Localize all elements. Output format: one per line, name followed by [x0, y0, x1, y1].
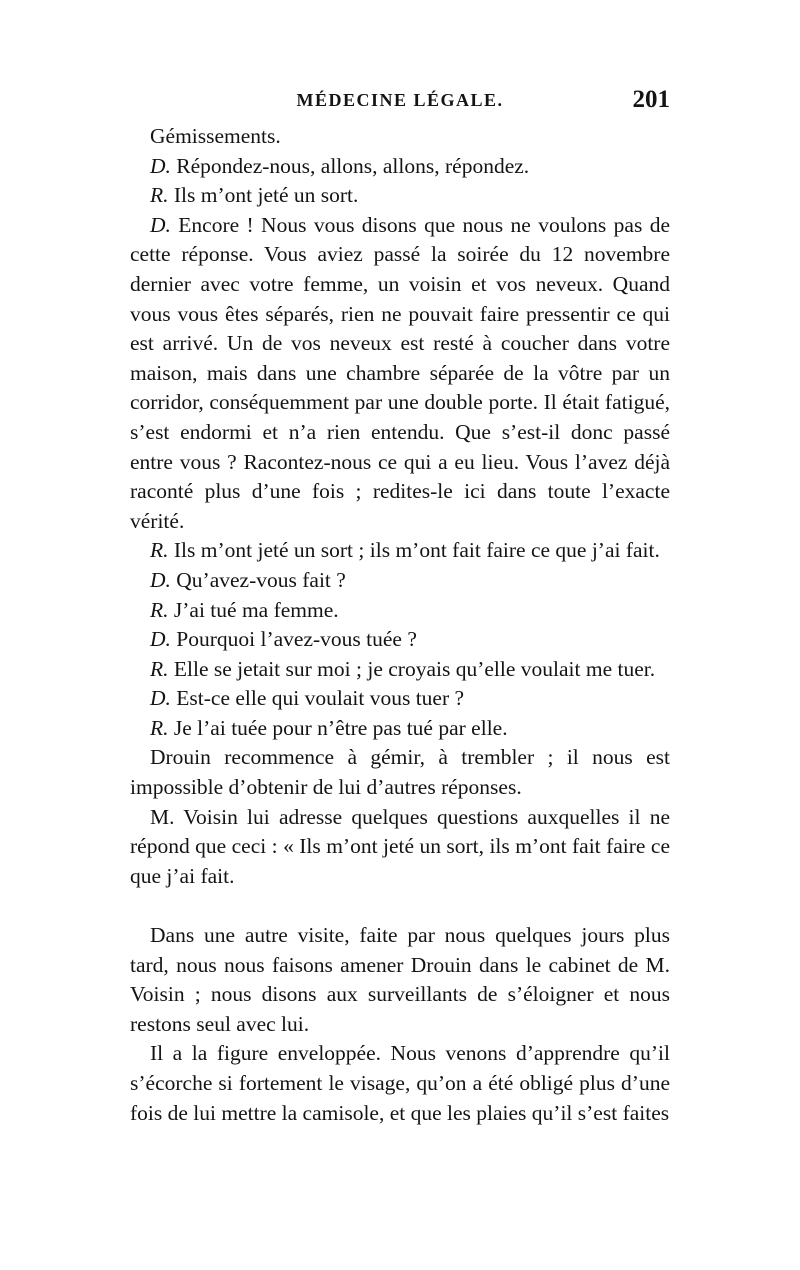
paragraph-text: Drouin recommence à gémir, à trembler ; il nous est impossible d’obtenir de lui d’autres réponses. — [130, 745, 670, 800]
narrative-paragraph — [130, 921, 670, 1039]
speaker-label: D. — [150, 567, 171, 592]
paragraph-text: M. Voisin lui adresse quelques questions auxquelles il ne répond que ceci : « Ils m’ont jeté un sort, ils m’ont fait faire ce que j’ai fait. — [130, 804, 670, 888]
paragraph-text: J’ai tué ma femme. — [168, 597, 339, 622]
paragraph-text: Ils m’ont jeté un sort ; ils m’ont fait faire ce que j’ai fait. — [168, 538, 660, 563]
body-text — [130, 122, 670, 1128]
paragraph-text: Je l’ai tuée pour n’être pas tué par elle. — [168, 715, 508, 740]
dialogue-answer — [130, 655, 670, 685]
speaker-label: D. — [150, 212, 171, 237]
paragraph-text: Gémissements. — [150, 124, 281, 148]
paragraph-text: Répondez-nous, allons, allons, répondez. — [170, 153, 530, 178]
narrative-paragraph — [130, 1039, 670, 1128]
paragraph-text: Il a la figure enveloppée. Nous venons d’apprendre qu’il s’écorche si fortement le visage, qu’on a été obligé plus d’une fois de lui mettre la camisole, et que les plaies qu’il s’est faites — [130, 1041, 670, 1125]
speaker-label: R. — [150, 656, 169, 681]
dialogue-answer — [130, 181, 670, 211]
dialogue-question — [130, 211, 670, 537]
dialogue-question — [130, 684, 670, 714]
dialogue-answer — [130, 596, 670, 626]
paragraph-text: Encore ! Nous vous disons que nous ne voulons pas de cette réponse. Vous aviez passé la soirée du 12 novembre dernier avec votre femme, un voisin et vos neveux. Quand vous vous êtes séparés, rien ne pouvait faire pressentir ce qui est arrivé. Un de vos neveux est resté à coucher dans votre maison, mais dans une chambre séparée de la vôtre par un corridor, conséquemment par une double porte. Il était fatigué, s’est endormi et n’a rien entendu. Que s’est-il donc passé entre vous ? Racontez-nous ce qui a eu lieu. Vous l’avez déjà raconté plus d’une fois ; redites-le ici dans toute l’exacte vérité. — [130, 212, 670, 533]
dialogue-question — [130, 625, 670, 655]
paragraph-moaning — [130, 122, 670, 152]
dialogue-answer — [130, 714, 670, 744]
speaker-label: R. — [150, 597, 169, 622]
paragraph-text: Est-ce elle qui voulait vous tuer ? — [170, 686, 465, 711]
speaker-label: D. — [150, 627, 171, 652]
speaker-label: R. — [150, 183, 169, 208]
page-number: 201 — [632, 86, 670, 113]
paragraph-text: Dans une autre visite, faite par nous quelques jours plus tard, nous nous faisons amener Drouin dans le cabinet de M. Voisin ; nous disons aux surveillants de s’éloigner et nous restons seul avec lui. — [130, 923, 670, 1036]
dialogue-question — [130, 566, 670, 596]
running-title: MÉDECINE LÉGALE. — [296, 90, 504, 110]
paragraph-text: Elle se jetait sur moi ; je croyais qu’elle voulait me tuer. — [168, 656, 656, 681]
narrative-paragraph — [130, 743, 670, 802]
speaker-label: R. — [150, 538, 169, 563]
speaker-label: R. — [150, 715, 169, 740]
paragraph-text: Qu’avez-vous fait ? — [170, 567, 346, 592]
paragraph-text: Pourquoi l’avez-vous tuée ? — [170, 627, 417, 652]
paragraph-text: Ils m’ont jeté un sort. — [168, 183, 359, 208]
dialogue-answer — [130, 536, 670, 566]
running-head — [130, 88, 670, 122]
speaker-label: D. — [150, 686, 171, 711]
dialogue-question — [130, 152, 670, 182]
narrative-paragraph — [130, 803, 670, 892]
speaker-label: D. — [150, 153, 171, 178]
